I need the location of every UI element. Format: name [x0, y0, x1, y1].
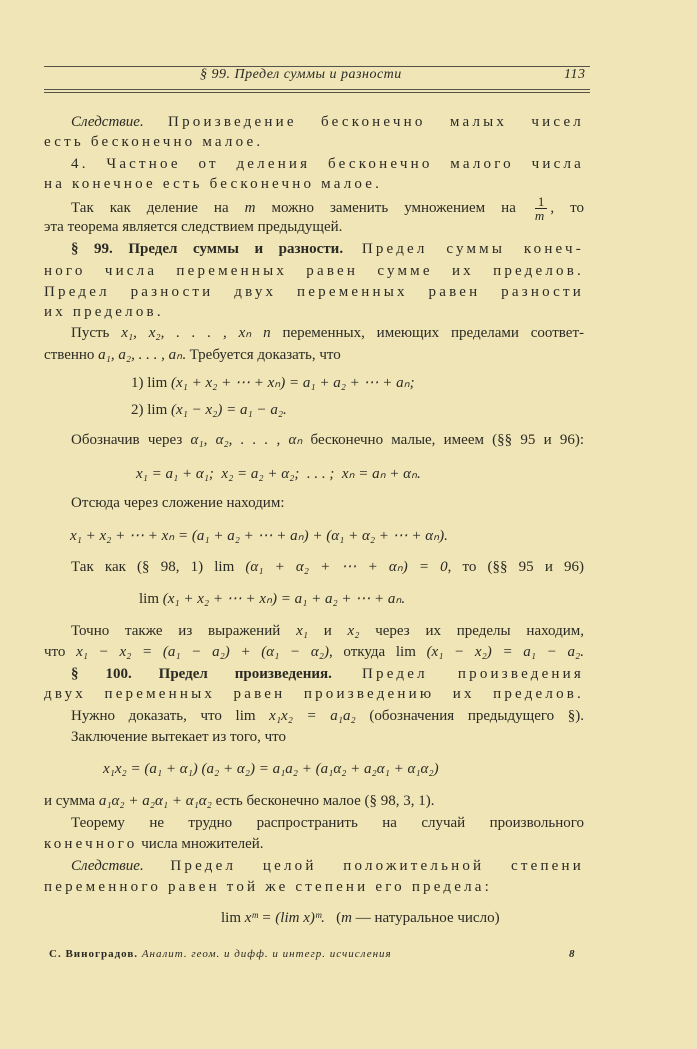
spaced-text: конечного [44, 836, 138, 852]
footer-sheet-signature: 8 [569, 948, 576, 960]
text-run: ( [324, 910, 342, 926]
text-line [71, 112, 584, 132]
section-heading: § 100. Предел произведения. [71, 666, 332, 682]
text-run: lim [139, 591, 163, 607]
math-expression: (x₁ − x₂) = a₁ − a₂. [171, 402, 287, 418]
text-line [71, 856, 584, 876]
italic-term: Следствие. [71, 858, 144, 874]
text-line [71, 430, 584, 450]
text-run: 2) lim [131, 402, 171, 418]
text-line [71, 813, 584, 833]
formula-line [131, 400, 287, 420]
spaced-text: переменного равен той же степени его предела: [44, 879, 493, 895]
text-run: можно заменить умножением на [255, 199, 532, 216]
spaced-text: ного числа переменных равен сумме их пределов. [44, 263, 584, 279]
math-expression: a₁α₂ + a₂α₁ + α₁α₂ [98, 793, 212, 809]
spaced-text: их пределов. [44, 304, 164, 320]
formula-line [103, 759, 439, 779]
text-run: (обозначения предыдущего §). [355, 708, 585, 724]
text-line [71, 706, 584, 726]
math-expression: x₁ − x₂ = (a₁ − a₂) + (α₁ − α₂) [76, 644, 329, 660]
text-run: есть бесконечно малое (§ 98, 3, 1). [211, 793, 435, 809]
text-line [71, 154, 584, 174]
text-run: Пусть [71, 325, 122, 341]
footer-book-title: Аналит. геом. и дифф. и интегр. исчисления [141, 948, 392, 960]
text-run: через их пределы находим, [359, 623, 584, 639]
text-run: . Требуется доказать, что [182, 347, 341, 363]
text-line [71, 664, 584, 684]
formula-line [139, 589, 405, 609]
text-line [44, 261, 584, 281]
math-expression: x₁ + x₂ + ⋯ + xₙ = (a₁ + a₂ + ⋯ + aₙ) + (α₁ + α₂ + ⋯ + αₙ). [70, 528, 448, 544]
text-line [71, 239, 584, 259]
spaced-text: Произведение бесконечно малых чисел [143, 114, 584, 130]
text-run: что [44, 644, 77, 660]
header-rule-bottom [44, 89, 590, 90]
text-run: числа множителей. [137, 836, 264, 852]
text-line [44, 642, 584, 662]
spaced-text: на конечное есть бесконечно малое. [44, 176, 383, 192]
math-expression: xᵐ = (lim x)ᵐ. [244, 910, 325, 926]
text-run: эта теорема является следствием предыдущей. [44, 219, 343, 235]
math-expression: x₂ [347, 623, 360, 639]
math-expression: (x₁ − x₂) = a₁ − a₂. [426, 644, 584, 660]
math-expression: m [244, 199, 256, 216]
math-expression: x₁ = a₁ + α₁; x₂ = a₂ + α₂; . . . ; xₙ = aₙ + αₙ. [136, 466, 421, 482]
text-run: Теорему не трудно распространить на случай произвольного [71, 815, 584, 831]
math-expression: x₁, x₂, . . . , xₙ n [121, 325, 271, 341]
footer-author: С. Виноградов. [49, 948, 139, 960]
text-line [44, 174, 382, 194]
formula-line [221, 908, 500, 928]
fraction-numerator: 1 [535, 195, 548, 209]
text-run: бесконечно малые, имеем (§§ 95 и 96): [302, 432, 584, 448]
section-heading: § 99. Предел суммы и разности. [71, 241, 344, 257]
formula-line [70, 526, 448, 546]
text-run: и [307, 623, 348, 639]
spaced-text: Предел произведения [331, 666, 584, 682]
math-expression: α₁, α₂, . . . , αₙ [190, 432, 303, 448]
math-expression: a₁, a₂, . . . , aₙ [98, 347, 183, 363]
math-expression: (x₁ + x₂ + ⋯ + xₙ) = a₁ + a₂ + ⋯ + aₙ. [162, 591, 406, 607]
text-run: , откуда lim [328, 644, 427, 660]
fraction-denominator: m [534, 208, 545, 223]
text-line [44, 132, 263, 152]
text-line [44, 684, 584, 704]
text-line [44, 877, 492, 897]
text-line [71, 621, 584, 641]
text-line [71, 557, 584, 577]
text-line [71, 493, 285, 513]
text-run: переменных, имеющих пределами соответ- [270, 325, 584, 341]
page-number: 113 [564, 67, 586, 82]
math-expression: (x₁ + x₂ + ⋯ + xₙ) = a₁ + a₂ + ⋯ + aₙ; [171, 375, 415, 391]
spaced-text: 4. Частное от деления бесконечно малого числа [71, 156, 584, 172]
spaced-text: Предел суммы конеч- [343, 241, 584, 257]
text-run: Точно также из выражений [71, 623, 297, 639]
spaced-text: Предел целой положительной степени [143, 858, 584, 874]
text-run: и сумма [44, 793, 99, 809]
formula-line [131, 373, 415, 393]
text-run: ственно [44, 347, 99, 363]
text-run: lim [221, 910, 245, 926]
formula-line [136, 464, 421, 484]
text-line [44, 834, 264, 854]
math-expression: x₁x₂ = a₁a₂ [269, 708, 356, 724]
text-line [44, 345, 341, 365]
spaced-text: есть бесконечно малое. [44, 134, 264, 150]
math-expression: x₁ [296, 623, 308, 639]
text-run: , то (§§ 95 и 96) [447, 559, 585, 575]
text-run: Так как (§ 98, 1) lim [71, 559, 246, 575]
text-line [44, 791, 435, 811]
text-run: 1) lim [131, 375, 171, 391]
text-run: Заключение вытекает из того, что [71, 729, 287, 745]
math-expression: x₁x₂ = (a₁ + α₁) (a₂ + α₂) = a₁a₂ + (a₁α₂ + a₂α₁ + α₁α₂) [103, 761, 439, 777]
text-run: Отсюда через сложение находим: [71, 495, 285, 511]
math-expression: m [341, 910, 352, 926]
spaced-text: двух переменных равен произведению их пределов. [44, 686, 584, 702]
text-line [44, 282, 584, 302]
text-run: Обозначив через [71, 432, 191, 448]
spaced-text: Предел разности двух переменных равен разности [44, 284, 584, 300]
text-run: — натуральное число) [351, 910, 500, 926]
math-expression: (α₁ + α₂ + ⋯ + αₙ) = 0 [245, 559, 448, 575]
running-header-title: § 99. Предел суммы и разности [200, 67, 402, 82]
text-line [44, 217, 342, 237]
text-line [44, 302, 164, 322]
text-line [71, 323, 584, 343]
text-run: Нужно доказать, что lim [71, 708, 270, 724]
italic-term: Следствие. [71, 114, 144, 130]
text-run: , то [550, 199, 585, 216]
footer-signature-line [49, 948, 392, 960]
header-rule-bottom-2 [44, 92, 590, 93]
text-run: Так как деление на [71, 199, 245, 216]
fraction [535, 195, 548, 222]
text-line [71, 727, 286, 747]
